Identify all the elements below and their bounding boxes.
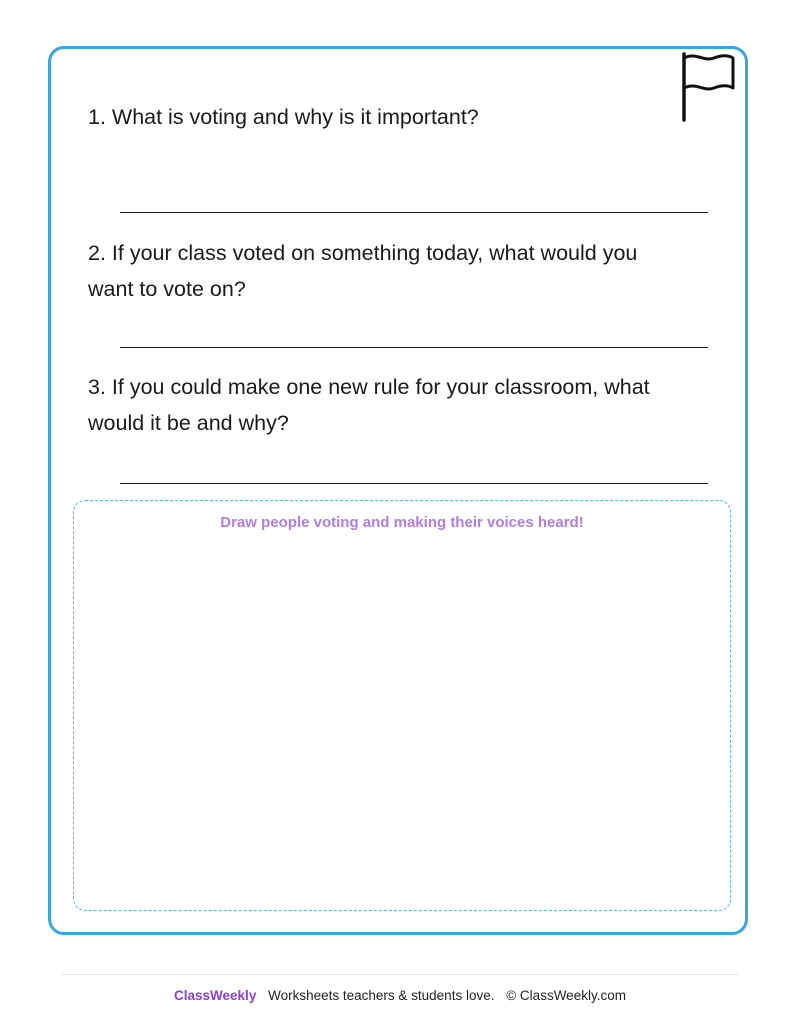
flag-icon — [680, 52, 736, 122]
answer-line-3[interactable] — [120, 483, 708, 484]
question-2: 2. If your class voted on something today, what would you want to vote on? — [88, 241, 638, 301]
footer-divider — [62, 974, 738, 975]
footer-copyright: © ClassWeekly.com — [506, 988, 626, 1003]
drawing-area[interactable] — [73, 500, 731, 911]
answer-line-2[interactable] — [120, 347, 708, 348]
answer-line-1[interactable] — [120, 212, 708, 213]
footer-brand: ClassWeekly — [174, 988, 257, 1003]
footer — [0, 988, 800, 1003]
drawing-prompt: Draw people voting and making their voices heard! — [220, 514, 584, 531]
footer-tagline: Worksheets teachers & students love. — [268, 988, 495, 1003]
question-3: 3. If you could make one new rule for your classroom, what would it be and why? — [88, 375, 650, 435]
question-1: 1. What is voting and why is it important? — [88, 105, 479, 129]
